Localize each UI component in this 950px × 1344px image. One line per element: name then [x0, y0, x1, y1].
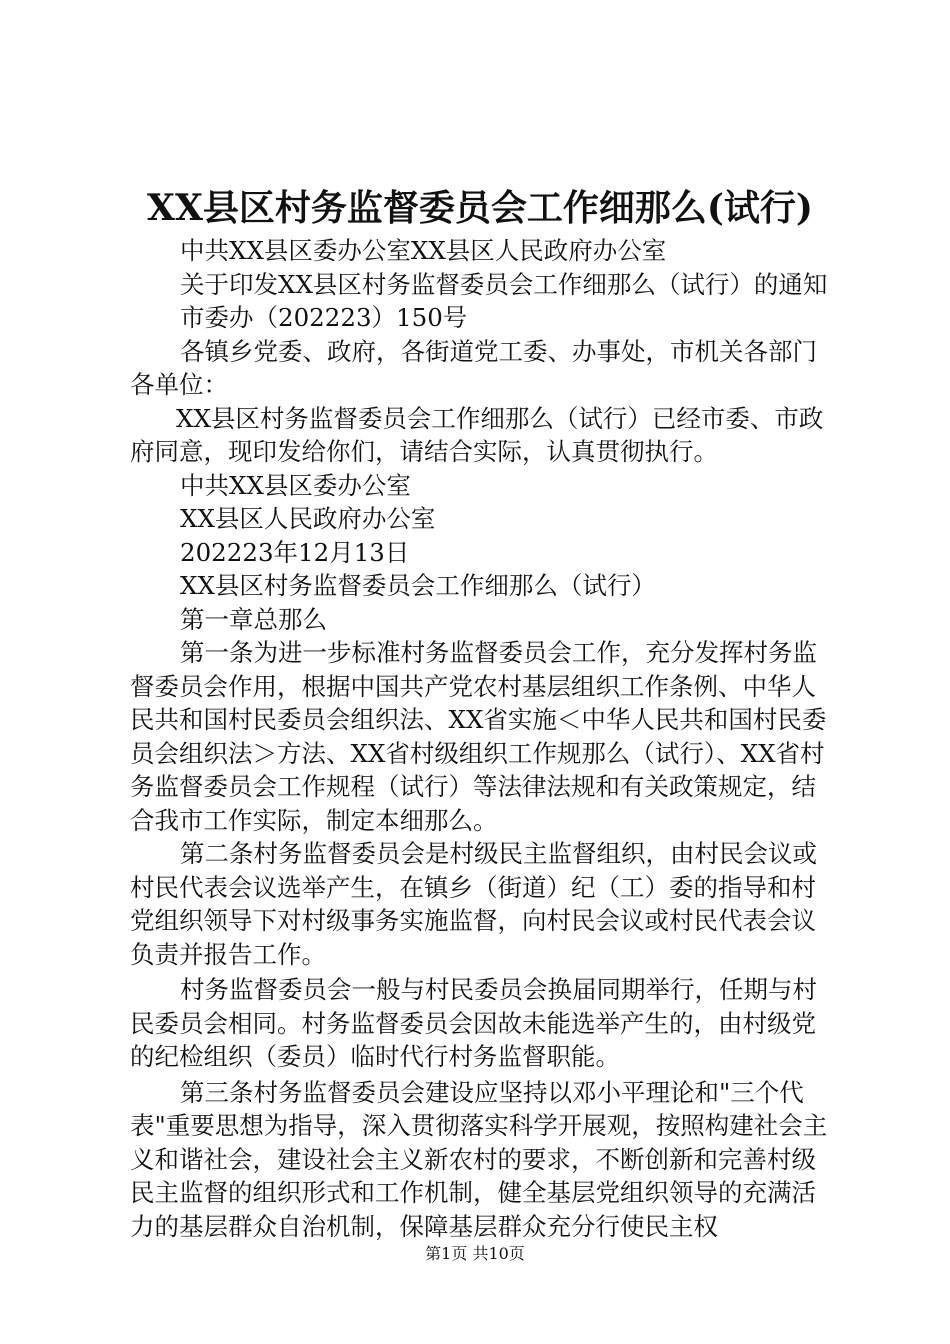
- notice-title: 关于印发XX县区村务监督委员会工作细那么（试行）的通知: [180, 269, 828, 299]
- document-body: [130, 234, 830, 1243]
- chapter-heading: 第一章总那么: [180, 604, 327, 634]
- notice-body: XX县区村务监督委员会工作细那么（试行）已经市委、市政府同意，现印发给你们，请结合实际，认真贯彻执行。: [130, 403, 824, 466]
- issue-date: 202223年12月13日: [180, 537, 410, 567]
- article-3: 第三条村务监督委员会建设应坚持以邓小平理论和"三个代表"重要思想为指导，深入贯彻落实科学开展观，按照构建社会主义和谐社会，建设社会主义新农村的要求，不断创新和完善村级民主监督的组织形式和工作机制，健全基层党组织领导的充满活力的基层群众自治机制，保障基层群众充分行使民主权: [130, 1077, 828, 1241]
- signatory-government-office: XX县区人民政府办公室: [180, 504, 436, 533]
- signatory-party-office: 中共XX县区委办公室: [180, 470, 411, 500]
- addressee: 各镇乡党委、政府，各街道党工委、办事处，市机关各部门各单位：: [130, 336, 817, 399]
- page-number: 第1页 共10页: [425, 1244, 525, 1263]
- document-title: XX县区村务监督委员会工作细那么(试行): [147, 187, 813, 229]
- article-2: 第二条村务监督委员会是村级民主监督组织，由村民会议或村民代表会议选举产生，在镇乡（街道）纪（工）委的指导和村党组织领导下对村级事务实施监督，向村民会议或村民代表会议负责并报告工作。: [130, 839, 817, 969]
- issuer-line: 中共XX县区委办公室XX县区人民政府办公室: [180, 236, 667, 265]
- rules-title: XX县区村务监督委员会工作细那么（试行）: [180, 571, 656, 600]
- document-number: 市委办（202223）150号: [180, 303, 468, 332]
- article-2-continued: 村务监督委员会一般与村民委员会换届同期举行，任期与村民委员会相同。村务监督委员会因故未能选举产生的，由村级党的纪检组织（委员）临时代行村务监督职能。: [130, 975, 817, 1071]
- article-1: 第一条为进一步标准村务监督委员会工作，充分发挥村务监督委员会作用，根据中国共产党农村基层组织工作条例、中华人民共和国村民委员会组织法、XX省实施＜中华人民共和国村民委员会组织法＞方法、XX省村级组织工作规那么（试行）、XX省村务监督委员会工作规程（试行）等法律法规和有关政策规定，结合我市工作实际，制定本细那么。: [130, 638, 827, 835]
